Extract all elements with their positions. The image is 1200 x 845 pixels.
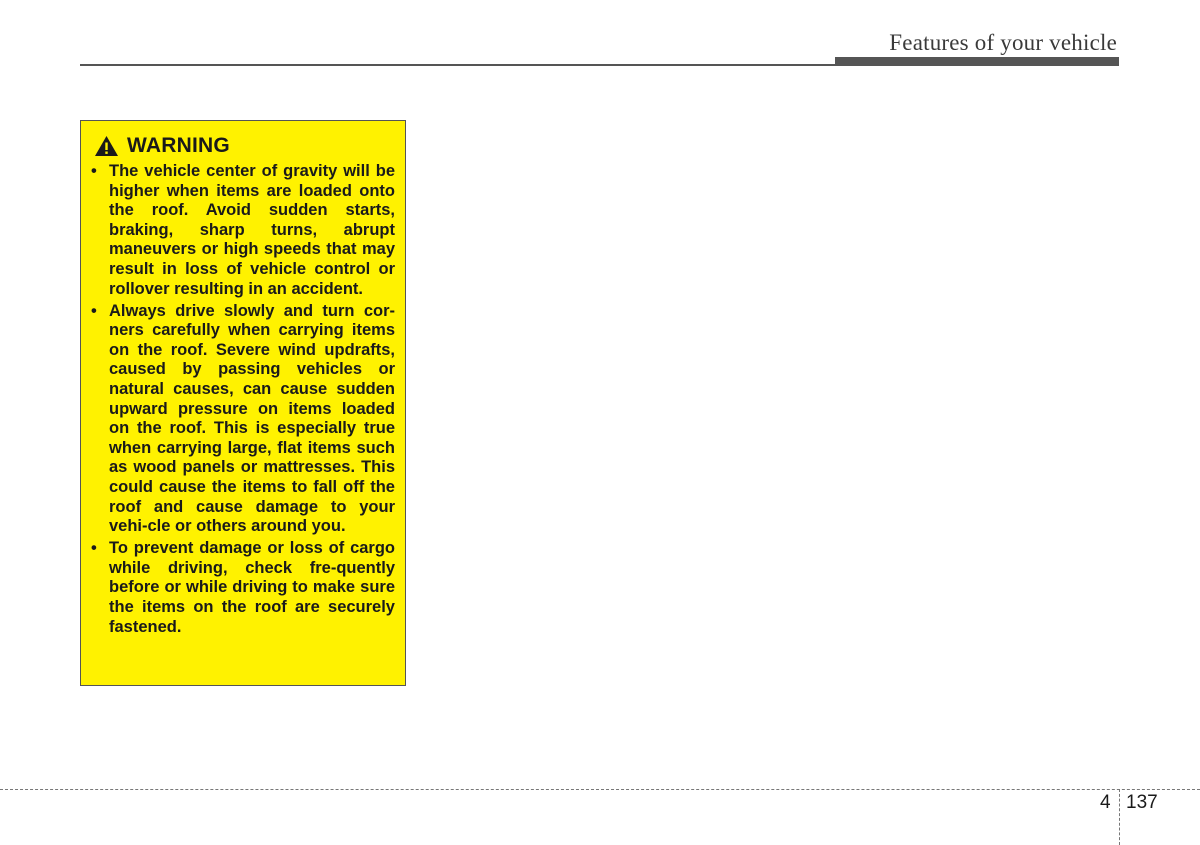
warning-triangle-icon: [94, 135, 119, 157]
page-number: 137: [1126, 792, 1158, 813]
warning-title: WARNING: [127, 134, 230, 157]
warning-list: [91, 162, 395, 637]
bullet: •: [91, 162, 97, 180]
warning-item-text: Always drive slowly and turn cor-ners carefully when carrying items on the roof. Severe wind updrafts, caused by passing vehicles or natural causes, can cause sudden upward pressure on items loaded on the roof. This is especially true when carrying large, flat items such as wood panels or mattresses. This could cause the items to fall off the roof and cause damage to your vehi-cle or others around you.: [109, 301, 395, 536]
warning-item-text: To prevent damage or loss of cargo while driving, check fre-quently before or while driving to make sure the items on the roof are securely fastened.: [109, 539, 395, 636]
header-rule-tab: [835, 57, 1119, 66]
footer-rule: [0, 789, 1200, 790]
warning-item: [91, 162, 395, 299]
warning-item: [91, 539, 395, 637]
bullet: •: [91, 539, 97, 558]
bullet: •: [91, 301, 97, 320]
warning-box: [80, 120, 406, 686]
header-rule: [80, 64, 835, 66]
warning-item: [91, 302, 395, 537]
warning-item-text: The vehicle center of gravity will be higher when items are loaded onto the roof. Avoid sudden starts, braking, sharp turns, abrupt maneuvers or high speeds that may result in loss of vehicle control or rollover resulting in an accident.: [109, 162, 395, 298]
section-title: Features of your vehicle: [889, 30, 1117, 55]
footer-divider: [1119, 789, 1120, 845]
chapter-number: 4: [1100, 792, 1111, 813]
warning-heading: [94, 132, 395, 160]
